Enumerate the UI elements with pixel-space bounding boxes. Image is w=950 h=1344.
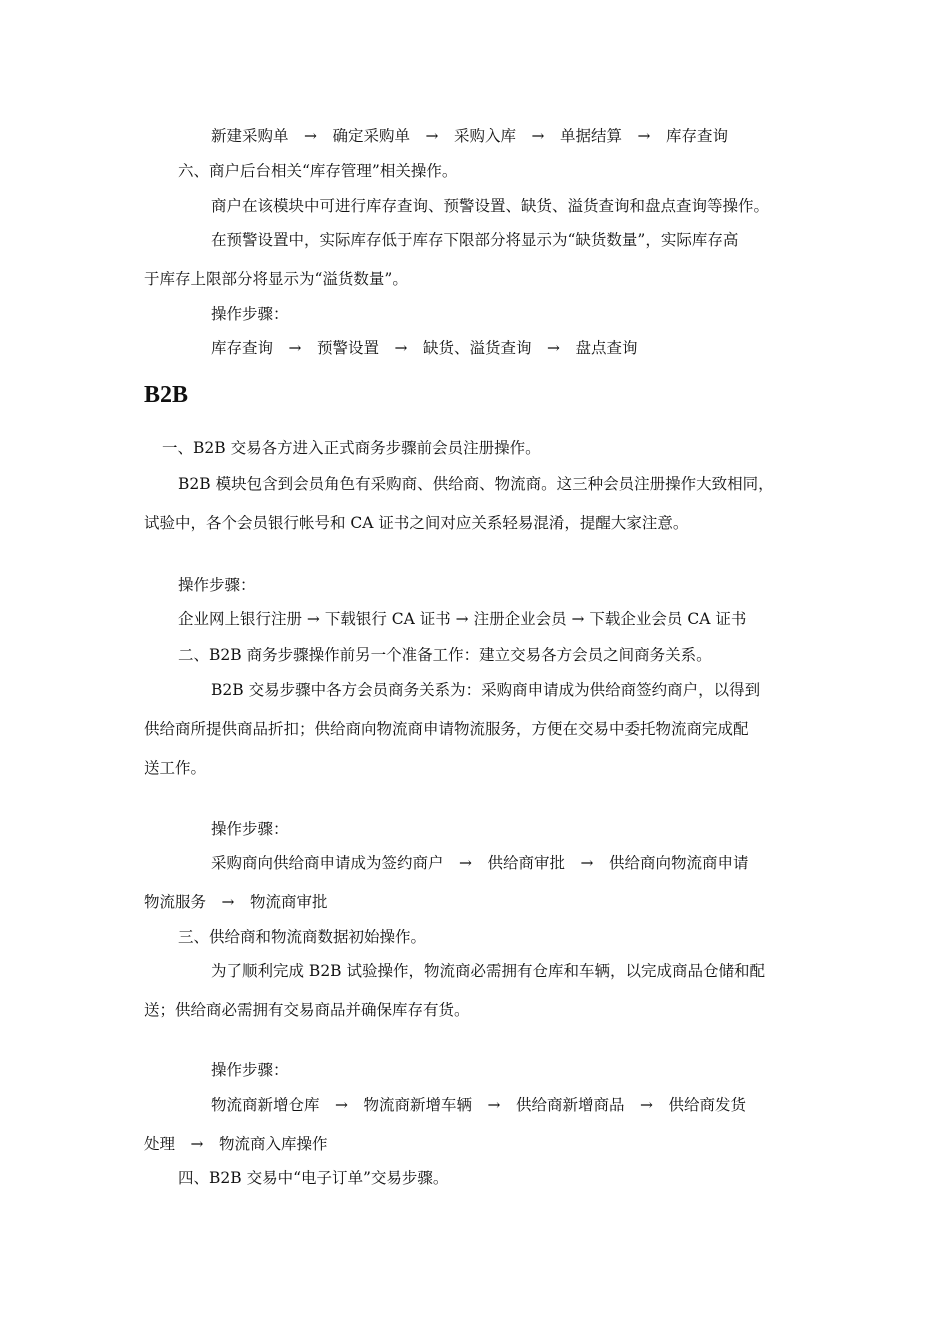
paragraph: 送工作。: [144, 759, 207, 777]
inventory-flow-steps: 库存查询 → 预警设置 → 缺货、溢货查询 → 盘点查询: [211, 339, 638, 357]
registration-flow-steps: 企业网上银行注册 → 下载银行 CA 证书 → 注册企业会员 → 下载企业会员 CA 证书: [178, 610, 747, 628]
relationship-flow-steps-cont: 物流服务 → 物流商审批: [144, 893, 328, 911]
paragraph: B2B 模块包含到会员角色有采购商、供给商、物流商。这三种会员注册操作大致相同，: [178, 475, 774, 493]
paragraph: 送；供给商必需拥有交易商品并确保库存有货。: [144, 1001, 470, 1019]
section-four-title: 四、B2B 交易中“电子订单”交易步骤。: [178, 1169, 449, 1187]
paragraph: 试验中，各个会员银行帐号和 CA 证书之间对应关系轻易混淆，提醒大家注意。: [144, 514, 689, 532]
steps-label: 操作步骤：: [211, 820, 289, 838]
paragraph: 在预警设置中，实际库存低于库存下限部分将显示为“缺货数量”，实际库存高: [211, 231, 739, 249]
section-heading-b2b: B2B: [144, 382, 189, 408]
section-two-title: 二、B2B 商务步骤操作前另一个准备工作：建立交易各方会员之间商务关系。: [178, 646, 712, 664]
section-six-title: 六、商户后台相关“库存管理”相关操作。: [178, 162, 458, 180]
section-three-title: 三、供给商和物流商数据初始操作。: [178, 928, 427, 946]
paragraph: 供给商所提供商品折扣；供给商向物流商申请物流服务，方便在交易中委托物流商完成配: [144, 720, 749, 738]
steps-label: 操作步骤：: [211, 305, 289, 323]
paragraph: 于库存上限部分将显示为“溢货数量”。: [144, 270, 408, 288]
paragraph: B2B 交易步骤中各方会员商务关系为：采购商申请成为供给商签约商户，以得到: [211, 681, 761, 699]
init-flow-steps-cont: 处理 → 物流商入库操作: [144, 1135, 328, 1153]
relationship-flow-steps: 采购商向供给商申请成为签约商户 → 供给商审批 → 供给商向物流商申请: [211, 854, 749, 872]
steps-label: 操作步骤：: [178, 576, 256, 594]
section-one-title: 一、B2B 交易各方进入正式商务步骤前会员注册操作。: [162, 439, 541, 457]
init-flow-steps: 物流商新增仓库 → 物流商新增车辆 → 供给商新增商品 → 供给商发货: [211, 1096, 746, 1114]
purchase-flow-steps: 新建采购单 → 确定采购单 → 采购入库 → 单据结算 → 库存查询: [211, 127, 728, 145]
steps-label: 操作步骤：: [211, 1061, 289, 1079]
paragraph: 商户在该模块中可进行库存查询、预警设置、缺货、溢货查询和盘点查询等操作。: [211, 197, 770, 215]
paragraph: 为了顺利完成 B2B 试验操作，物流商必需拥有仓库和车辆，以完成商品仓储和配: [211, 962, 765, 980]
